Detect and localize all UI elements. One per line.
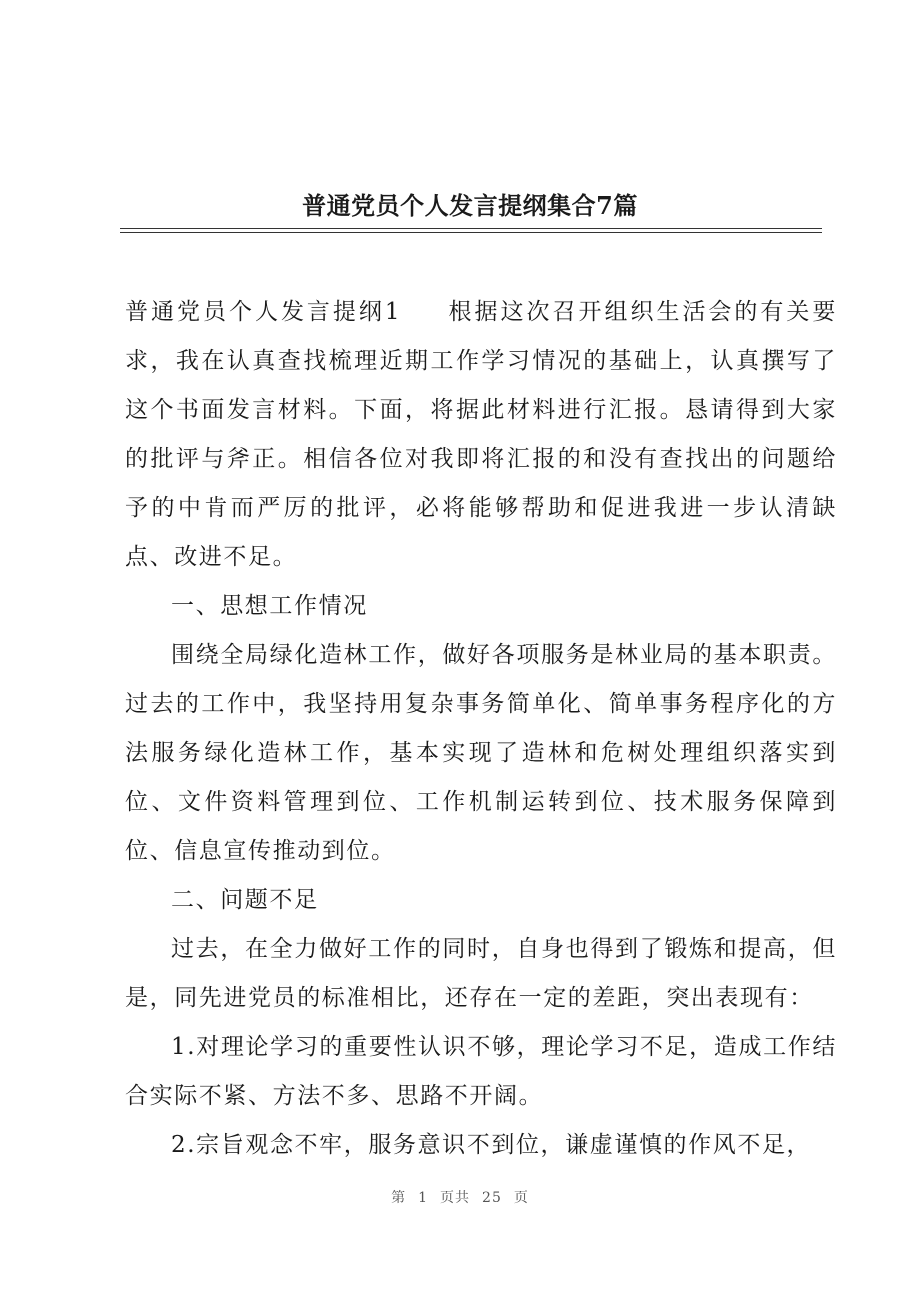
document-title: 普通党员个人发言提纲集合7篇 — [302, 191, 638, 220]
page-label-mid: 页共 — [440, 1190, 471, 1206]
total-pages-number: 25 — [482, 1190, 502, 1206]
section2-heading: 二、问题不足 — [171, 887, 319, 913]
title-double-rule — [120, 228, 822, 233]
page-label-suffix: 页 — [513, 1190, 529, 1206]
section1-paragraph: 围绕全局绿化造林工作，做好各项服务是林业局的基本职责。过去的工作中，我坚持用复杂事务简单化、简单事务程序化的方法服务绿化造林工作，基本实现了造林和危树处理组织落实到位、文件资料管理到位、工作机制运转到位、技术服务保障到位、信息宣传推动到位。 — [125, 642, 837, 864]
section2-item-2: 2.宗旨观念不牢，服务意识不到位，谦虚谨慎的作风不足， — [171, 1132, 812, 1158]
document-body — [125, 288, 837, 1170]
section2-intro-paragraph: 过去，在全力做好工作的同时，自身也得到了锻炼和提高，但是，同先进党员的标准相比，还存在一定的差距，突出表现有： — [125, 936, 837, 1011]
page-label-prefix: 第 — [391, 1190, 407, 1206]
section1-heading: 一、思想工作情况 — [171, 593, 368, 619]
section2-item-1: 1.对理论学习的重要性认识不够，理论学习不足，造成工作结合实际不紧、方法不多、思路不开阔。 — [125, 1034, 837, 1109]
lead-text: 根据这次召开组织生活会的有关要求，我在认真查找梳理近期工作学习情况的基础上，认真撰写了这个书面发言材料。下面，将据此材料进行汇报。恳请得到大家的批评与斧正。相信各位对我即将汇报的和没有查找出的问题给予的中肯而严厉的批评，必将能够帮助和促进我进一步认清缺点、改进不足。 — [125, 299, 837, 570]
page-footer — [0, 1187, 920, 1207]
lead-heading: 普通党员个人发言提纲1 — [125, 299, 402, 325]
lead-paragraph — [125, 288, 837, 582]
current-page-number: 1 — [418, 1190, 429, 1206]
